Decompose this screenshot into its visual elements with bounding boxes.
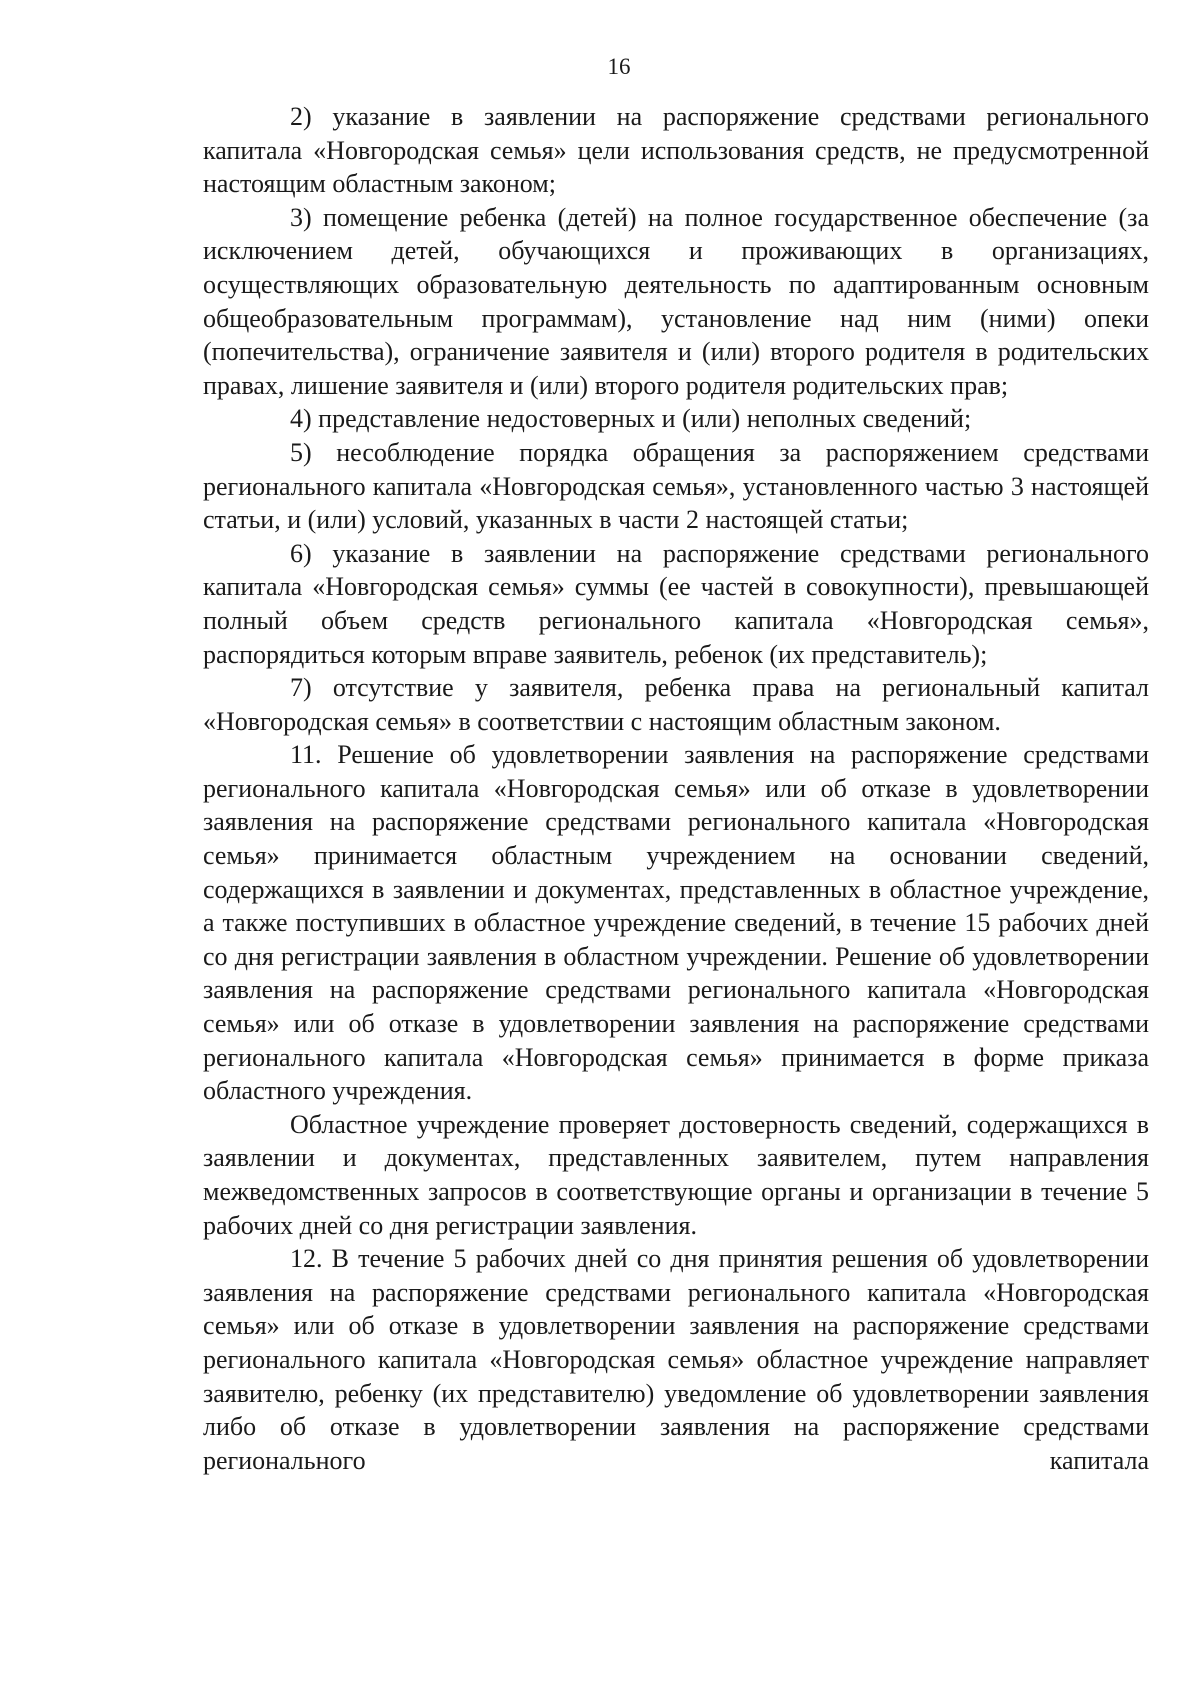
document-body xyxy=(203,100,1149,1477)
paragraph-item-2: 2) указание в заявлении на распоряжение средствами регионального капитала «Новгородская семья» цели использования средств, не предусмотренной настоящим областным законом; xyxy=(203,102,1149,199)
paragraph-verification: Областное учреждение проверяет достоверность сведений, содержащихся в заявлении и документах, представленных заявителем, путем направления межведомственных запросов в соответствующие органы и организации в течение 5 рабочих дней со дня регистрации заявления. xyxy=(203,1109,1149,1240)
paragraph-part-11: 11. Решение об удовлетворении заявления на распоряжение средствами регионального капитала «Новгородская семья» или об отказе в удовлетворении заявления на распоряжение средствами регионального капитала «Новгородская семья» принимается областным учреждением на основании сведений, содержащихся в заявлении и документах, представленных в областное учреждение, а также поступивших в областное учреждение сведений, в течение 15 рабочих дней со дня регистрации заявления в областном учреждении. Решение об удовлетворении заявления на распоряжение средствами регионального капитала «Новгородская семья» или об отказе в удовлетворении заявления на распоряжение средствами регионального капитала «Новгородская семья» принимается в форме приказа областного учреждения. xyxy=(203,740,1149,1106)
page-number: 16 xyxy=(607,54,631,79)
paragraph-item-3: 3) помещение ребенка (детей) на полное государственное обеспечение (за исключением детей, обучающихся и проживающих в организациях, осуществляющих образовательную деятельность по адаптированным основным общеобразовательным программам), установление над ним (ними) опеки (попечительства), ограничение заявителя и (или) второго родителя в родительских правах, лишение заявителя и (или) второго родителя родительских прав; xyxy=(203,202,1149,400)
paragraph-item-7: 7) отсутствие у заявителя, ребенка права на региональный капитал «Новгородская семья» в соответствии с настоящим областным законом. xyxy=(203,673,1149,736)
paragraph-part-12: 12. В течение 5 рабочих дней со дня принятия решения об удовлетворении заявления на распоряжение средствами регионального капитала «Новгородская семья» или об отказе в удовлетворении заявления на распоряжение средствами регионального капитала «Новгородская семья» областное учреждение направляет заявителю, ребенку (их представителю) уведомление об удовлетворении заявления либо об отказе в удовлетворении заявления на распоряжение средствами регионального капитала xyxy=(203,1244,1149,1475)
paragraph-item-6: 6) указание в заявлении на распоряжение средствами регионального капитала «Новгородская семья» суммы (ее частей в совокупности), превышающей полный объем средств регионального капитала «Новгородская семья», распорядиться которым вправе заявитель, ребенок (их представитель); xyxy=(203,538,1149,669)
paragraph-item-5: 5) несоблюдение порядка обращения за распоряжением средствами регионального капитала «Новгородская семья», установленного частью 3 настоящей статьи, и (или) условий, указанных в части 2 настоящей статьи; xyxy=(203,437,1149,535)
paragraph-item-4: 4) представление недостоверных и (или) неполных сведений; xyxy=(290,404,972,434)
